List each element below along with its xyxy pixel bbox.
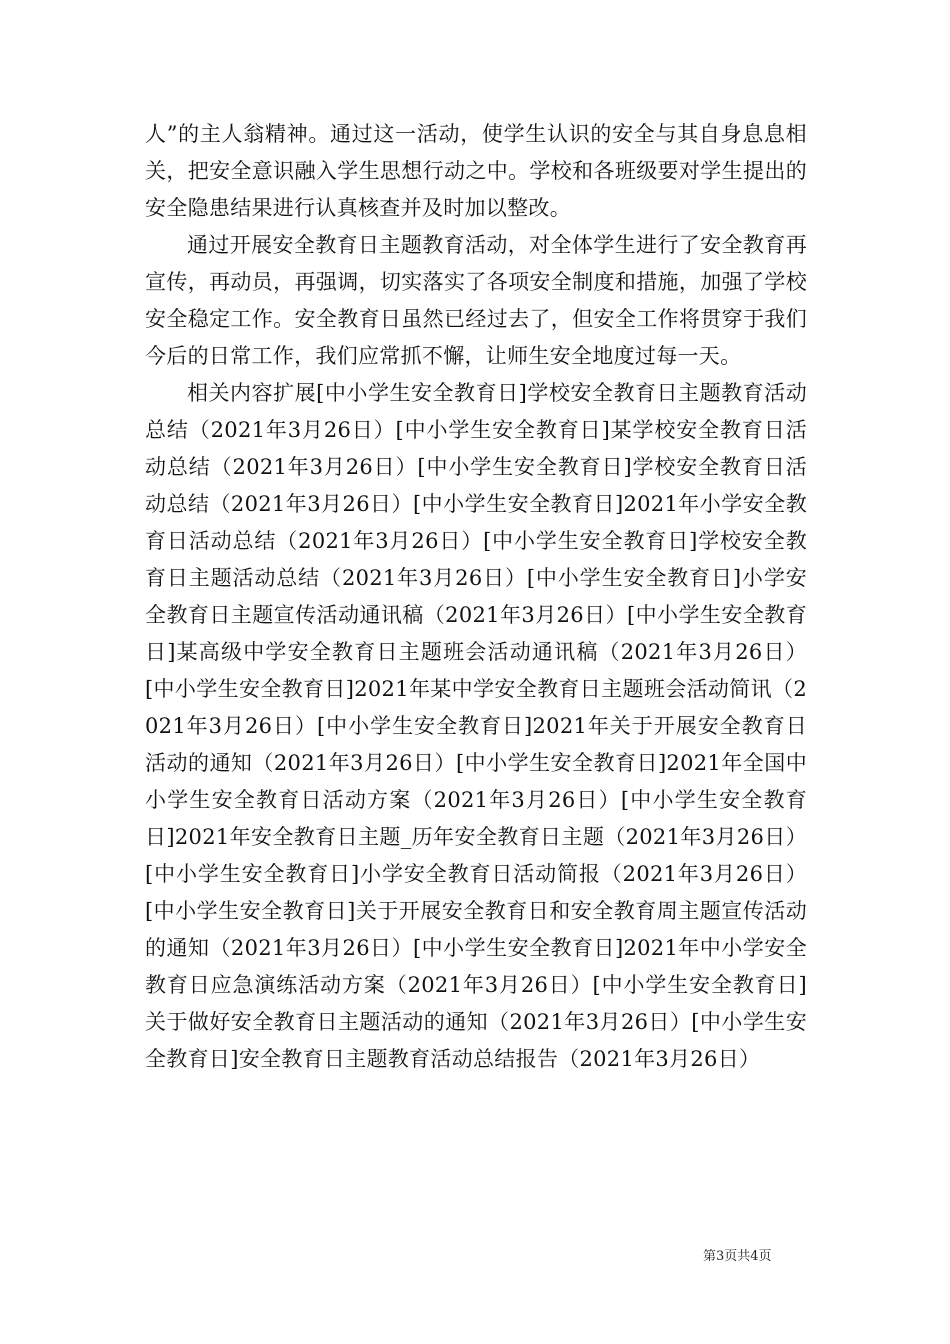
paragraph-summary: 通过开展安全教育日主题教育活动，对全体学生进行了安全教育再宣传，再动员，再强调，切实落实了各项安全制度和措施，加强了学校安全稳定工作。安全教育日虽然已经过去了，但安全工作将贯穿于我们今后的日常工作，我们应常抓不懈，让师生安全地度过每一天。	[145, 233, 807, 368]
paragraph-related-content: 相关内容扩展[中小学生安全教育日]学校安全教育日主题教育活动总结（2021年3月26日）[中小学生安全教育日]某学校安全教育日活动总结（2021年3月26日）[中小学生安全教育日]学校安全教育日活动总结（2021年3月26日）[中小学生安全教育日]2021年小学安全教育日活动总结（2021年3月26日）[中小学生安全教育日]学校安全教育日主题活动总结（2021年3月26日）[中小学生安全教育日]小学安全教育日主题宣传活动通讯稿（2021年3月26日）[中小学生安全教育日]某高级中学安全教育日主题班会活动通讯稿（2021年3月26日）[中小学生安全教育日]2021年某中学安全教育日主题班会活动简讯（2021年3月26日）[中小学生安全教育日]2021年关于开展安全教育日活动的通知（2021年3月26日）[中小学生安全教育日]2021年全国中小学生安全教育日活动方案（2021年3月26日）[中小学生安全教育日]2021年安全教育日主题_历年安全教育日主题（2021年3月26日）[中小学生安全教育日]小学安全教育日活动简报（2021年3月26日）[中小学生安全教育日]关于开展安全教育日和安全教育周主题宣传活动的通知（2021年3月26日）[中小学生安全教育日]2021年中小学安全教育日应急演练活动方案（2021年3月26日）[中小学生安全教育日]关于做好安全教育日主题活动的通知（2021年3月26日）[中小学生安全教育日]安全教育日主题教育活动总结报告（2021年3月26日）	[145, 381, 807, 1071]
document-body	[145, 116, 807, 1078]
paragraph-continuation: 人”的主人翁精神。通过这一活动，使学生认识的安全与其自身息息相关，把安全意识融入学生思想行动之中。学校和各班级要对学生提出的安全隐患结果进行认真核查并及时加以整改。	[145, 122, 807, 220]
page-number: 第3页共4页	[703, 1249, 772, 1264]
